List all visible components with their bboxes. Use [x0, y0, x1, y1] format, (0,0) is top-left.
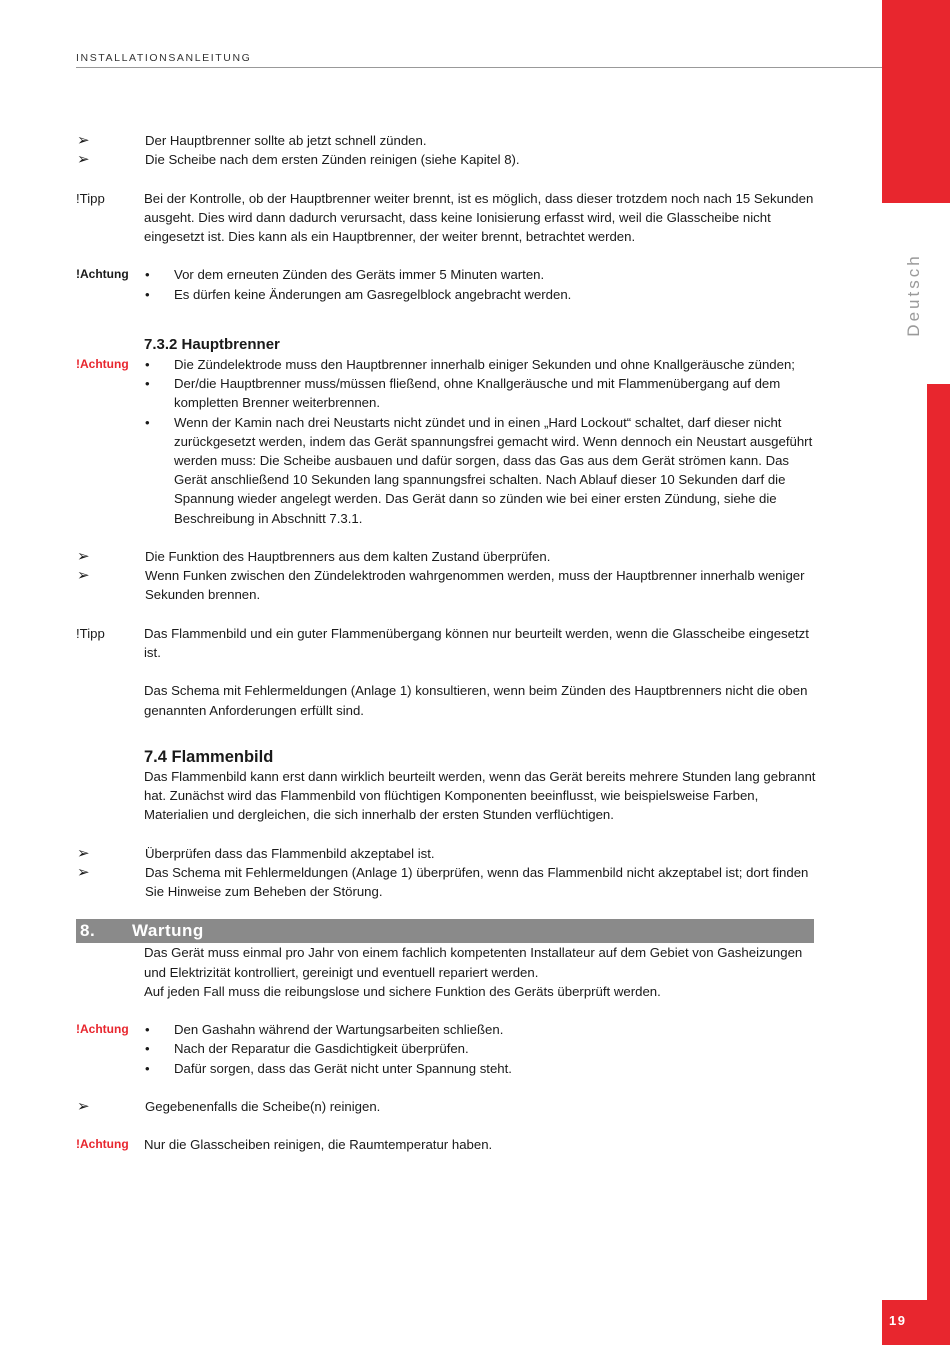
list-item: ➢ Die Scheibe nach dem ersten Zünden reinigen (siehe Kapitel 8). [77, 151, 520, 169]
arrow-bullet-icon: ➢ [77, 567, 90, 585]
page-number: 19 [882, 1300, 950, 1345]
list-item: ➢ Die Funktion des Hauptbrenners aus dem kalten Zustand überprüfen. [77, 548, 551, 565]
header-title: INSTALLATIONSANLEITUNG [76, 52, 252, 64]
paragraph: Auf jeden Fall muss die reibungslose und sichere Funktion des Geräts überprüft werden. [144, 983, 661, 999]
list-item: • Dafür sorgen, dass das Gerät nicht unter Spannung steht. [145, 1060, 512, 1076]
language-label: Deutsch [904, 253, 923, 337]
warning-block [76, 355, 816, 528]
arrow-bullet-icon: ➢ [77, 1097, 90, 1115]
arrow-bullet-icon: ➢ [77, 548, 90, 565]
list-item: ➢ Gegebenenfalls die Scheibe(n) reinigen. [77, 1097, 381, 1115]
list-item: • Den Gashahn während der Wartungsarbeiten schließen. [145, 1022, 504, 1038]
section-heading-7-3-2: 7.3.2 Hauptbrenner [144, 335, 280, 353]
warning-label: !Achtung [76, 1022, 129, 1037]
list-item: ➢ Das Schema mit Fehlermeldungen (Anlage 1) überprüfen, wenn das Flammenbild nicht akzeptabel ist; dort finden Sie Hinweise zum Beheben der Störung. [76, 863, 816, 901]
list-item: • Es dürfen keine Änderungen am Gasregelblock angebracht werden. [145, 286, 572, 302]
list-item: • Die Zündelektrode muss den Hauptbrenner innerhalb einiger Sekunden und ohne Knallgeräusche zünden; [145, 356, 795, 372]
tip-text: Das Schema mit Fehlermeldungen (Anlage 1) konsultieren, wenn beim Zünden des Hauptbrenners nicht die oben genannten Anforderungen erfüllt sind. [144, 683, 808, 718]
list-item: • Der/die Hauptbrenner muss/müssen fließend, ohne Knallgeräusche und mit Flammenübergang auf dem kompletten Brenner weiterbrennen. [145, 376, 781, 411]
tip-block [76, 189, 816, 247]
arrow-bullet-icon: ➢ [77, 863, 90, 881]
list-item: ➢ Überprüfen dass das Flammenbild akzeptabel ist. [77, 844, 435, 862]
section-heading-8 [76, 919, 814, 943]
list-item: ➢ Wenn Funken zwischen den Zündelektroden wahrgenommen werden, muss der Hauptbrenner innerhalb weniger Sekunden brennen. [76, 566, 816, 604]
arrow-bullet-icon: ➢ [77, 132, 90, 149]
list-item: • Nach der Reparatur die Gasdichtigkeit überprüfen. [145, 1041, 469, 1057]
warning-block [76, 1135, 816, 1154]
header-rule [76, 67, 882, 68]
list-item: • Wenn der Kamin nach drei Neustarts nicht zündet und in einen „Hard Lockout“ schaltet, darf dieser nicht zurückgesetzt werden, indem das Gerät spannungsfrei gemacht wird. Wenn dennoch ein Neustart ausgeführt werden muss: Die Scheibe ausbauen und dafür sorgen, dass das Gas aus dem Gerät strömen kann. Das Gerät anschließend 10 Sekunden lang spannungsfrei schalten. Nach Ablauf dieser 10 Sekunden darf die Spannung wieder angelegt werden. Das Gerät dann so zünden wie bei einer ersten Zündung, siehe die Beschreibung in Abschnitt 7.3.1. [145, 414, 813, 526]
tip-block [76, 624, 816, 720]
warning-block [76, 1020, 816, 1078]
warning-label: !Achtung [76, 1137, 129, 1152]
arrow-bullet-icon: ➢ [77, 151, 90, 169]
warning-text: Nur die Glasscheiben reinigen, die Raumtemperatur haben. [144, 1137, 493, 1153]
side-tab-bottom [927, 384, 950, 1300]
section-title: Wartung [132, 921, 204, 941]
tip-text: Bei der Kontrolle, ob der Hauptbrenner weiter brennt, ist es möglich, dass dieser trotzdem noch nach 15 Sekunden ausgeht. Dies wird dann dadurch verursacht, dass keine Ionisierung erfasst wird, weil die Glasscheibe nicht eingesetzt ist. Dies kann als ein Hauptbrenner, der weiter brennt, betrachtet werden. [144, 190, 814, 244]
list-item: ➢ Der Hauptbrenner sollte ab jetzt schnell zünden. [77, 132, 427, 149]
tip-label: !Tipp [76, 190, 105, 206]
tip-text: Das Flammenbild und ein guter Flammenübergang können nur beurteilt werden, wenn die Glasscheibe eingesetzt ist. [144, 625, 809, 660]
section-heading-7-4: 7.4 Flammenbild [144, 747, 274, 766]
arrow-bullet-icon: ➢ [77, 844, 90, 862]
warning-label: !Achtung [76, 356, 129, 371]
section-number: 8. [80, 921, 96, 941]
document-body [76, 131, 816, 1155]
list-item: • Vor dem erneuten Zünden des Geräts immer 5 Minuten warten. [145, 267, 545, 283]
tip-label: !Tipp [76, 625, 105, 641]
side-tab-top [882, 0, 950, 203]
warning-label: !Achtung [76, 267, 129, 282]
paragraph: Das Gerät muss einmal pro Jahr von einem fachlich kompetenten Installateur auf dem Gebiet von Gasheizungen und Elektrizität kontrolliert, gereinigt und eventuell repariert werden. [144, 945, 803, 980]
warning-block [76, 265, 816, 303]
paragraph: Das Flammenbild kann erst dann wirklich beurteilt werden, wenn das Gerät bereits mehrere Stunden lang gebrannt hat. Zunächst wird das Flammenbild von flüchtigen Komponenten beeinflusst, wie beispielsweise Farben, Materialien und dergleichen, die sich innerhalb der ersten Stunden verflüchtigen. [144, 768, 816, 823]
